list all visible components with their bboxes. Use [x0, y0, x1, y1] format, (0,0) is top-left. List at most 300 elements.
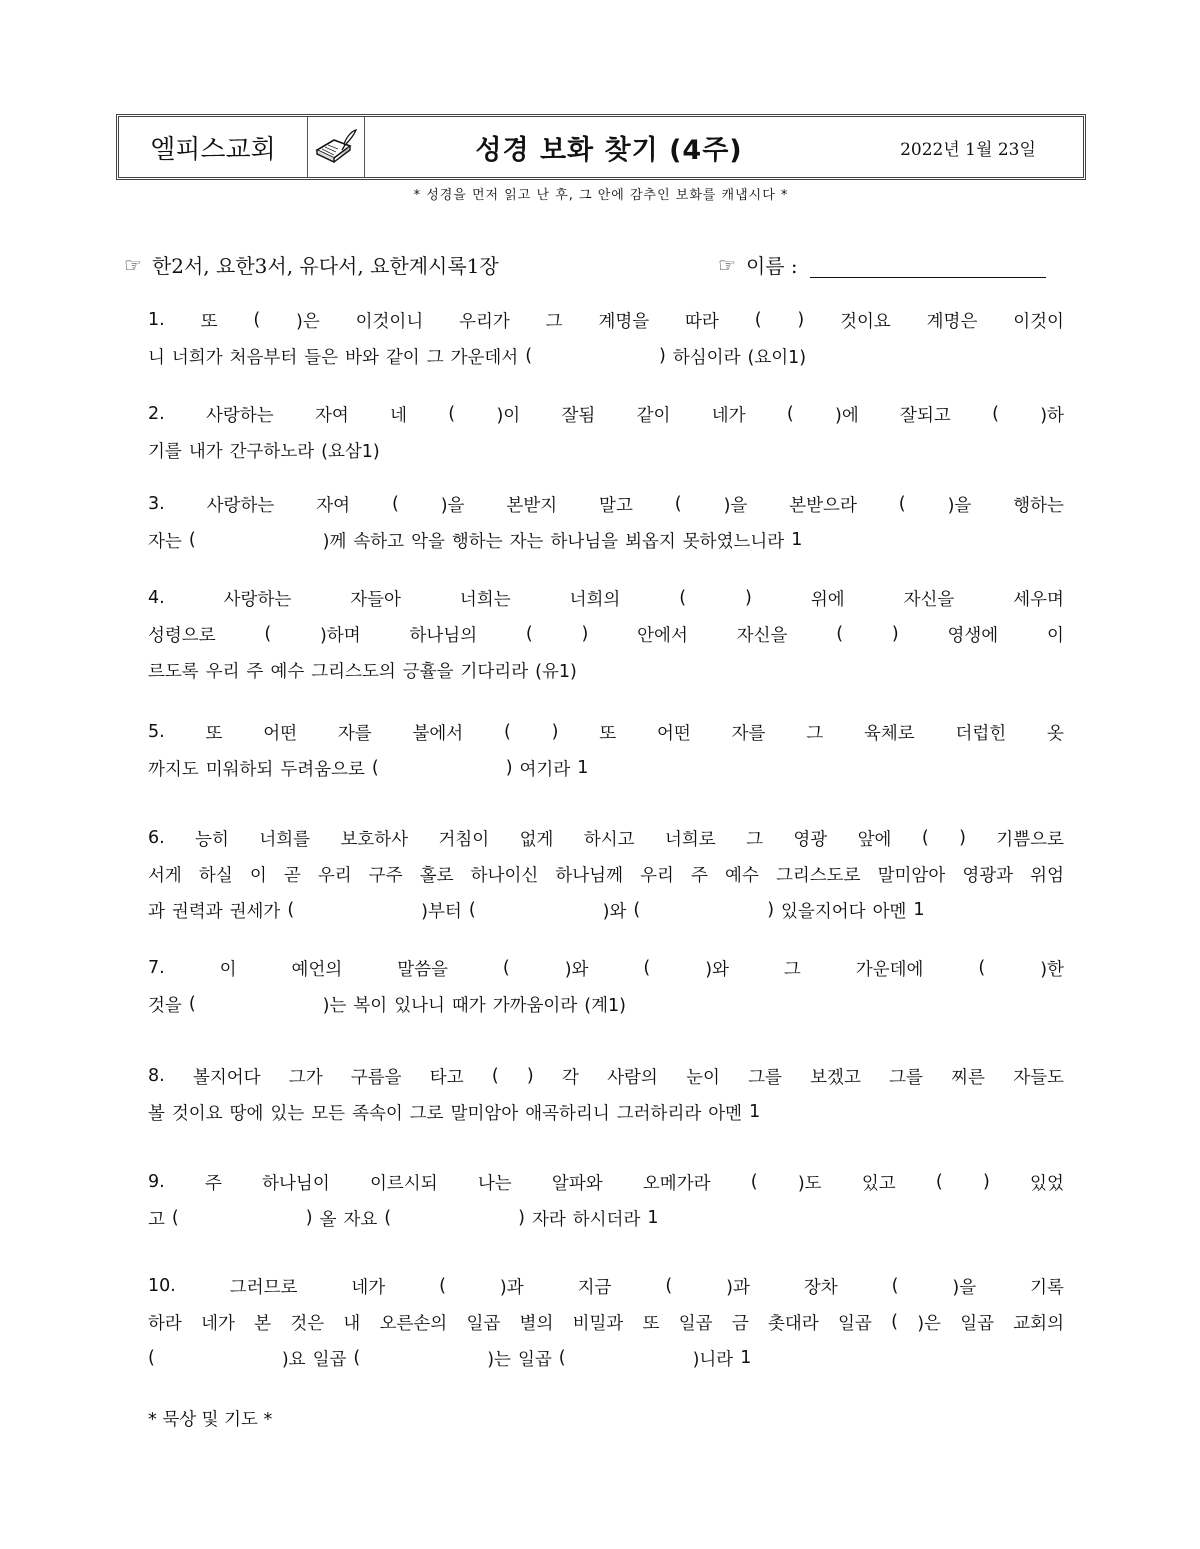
- question-word: 주: [204, 1173, 222, 1194]
- question-word: 알파와: [551, 1173, 603, 1194]
- question-word: 성령으로: [148, 625, 216, 646]
- closing-text: * 묵상 및 기도 *: [148, 1410, 273, 1430]
- question-word: 하나님이: [262, 1173, 330, 1194]
- question-word: 하나님께: [555, 865, 623, 886]
- question-word: 기록: [1030, 1277, 1064, 1298]
- question-word: 그러므로: [229, 1277, 298, 1298]
- question-word: 있는: [270, 1103, 305, 1124]
- question-word: 지금: [577, 1277, 612, 1298]
- question-word: 예수: [270, 661, 305, 682]
- question-word: (: [391, 494, 399, 514]
- question-3: [148, 486, 1064, 558]
- question-word: 땅에: [229, 1103, 264, 1124]
- question-word: 촛대라: [768, 1313, 819, 1334]
- question-word: (: [633, 900, 641, 920]
- question-word: 금: [731, 1313, 749, 1334]
- question-word: 간구하노라: [229, 441, 315, 462]
- question-line: [148, 580, 1064, 616]
- question-word: ): [305, 1208, 313, 1228]
- question-word: 6.: [148, 828, 165, 848]
- question-word: 하나님을: [550, 531, 619, 552]
- question-word: 기쁨으로: [996, 829, 1064, 850]
- question-word: (: [750, 1172, 758, 1192]
- question-line: [148, 892, 1064, 928]
- question-word: 너희가: [171, 347, 223, 368]
- name-input-line[interactable]: [810, 251, 1046, 278]
- question-word: 자를: [337, 723, 372, 744]
- question-word: 영생에: [947, 625, 999, 646]
- question-word: 홀로: [419, 865, 454, 886]
- question-line: [148, 486, 1064, 522]
- question-word: 말미암아: [877, 865, 946, 886]
- question-word: ): [518, 1208, 525, 1228]
- question-word: 그를: [748, 1067, 782, 1088]
- question-word: (: [371, 758, 379, 778]
- question-word: 네: [390, 405, 407, 426]
- question-word: 1.: [148, 310, 165, 330]
- question-word: 그: [746, 829, 763, 850]
- question-word: (: [264, 624, 272, 644]
- question-word: 하나님의: [409, 625, 478, 646]
- question-word: 9.: [148, 1172, 165, 1192]
- question-word: 1: [647, 1208, 659, 1228]
- question-word: 있었: [1030, 1173, 1064, 1194]
- question-word: (: [353, 1348, 361, 1368]
- question-word: (: [891, 1276, 899, 1296]
- question-word: )을: [440, 495, 465, 516]
- question-line: [148, 396, 1064, 432]
- book-quill-icon-graphic: [314, 128, 358, 166]
- question-word: (: [665, 1276, 673, 1296]
- question-word: 예언의: [291, 959, 343, 980]
- question-word: 권력과: [171, 901, 223, 922]
- question-word: 가운데서: [450, 347, 519, 368]
- question-word: 그리스도의: [311, 661, 396, 682]
- question-word: 이: [249, 865, 267, 886]
- question-word: (: [525, 346, 533, 366]
- question-word: 자는: [148, 531, 182, 552]
- pointing-hand-icon: ☞: [124, 252, 142, 277]
- question-word: 거침이: [438, 829, 490, 850]
- question-word: 것은: [290, 1313, 325, 1334]
- question-word: (: [754, 310, 762, 330]
- question-word: ): [797, 310, 805, 330]
- question-word: 교회의: [1013, 1313, 1064, 1334]
- question-word: 장차: [803, 1277, 838, 1298]
- name-field: [718, 250, 1046, 279]
- question-word: ): [767, 900, 775, 920]
- question-word: 하시고: [583, 829, 635, 850]
- question-word: 옷: [1047, 723, 1064, 744]
- worksheet-date: 2022년 1월 23일: [900, 139, 1036, 160]
- question-word: (: [491, 1066, 499, 1086]
- question-word: 그가: [288, 1067, 323, 1088]
- question-word: 자들도: [1013, 1067, 1064, 1088]
- question-word: (: [921, 828, 929, 848]
- question-word: 르도록: [148, 661, 199, 682]
- question-word: 1: [913, 900, 925, 920]
- question-word: (: [253, 310, 261, 330]
- question-word: 이르시되: [369, 1173, 438, 1194]
- question-word: 오메가라: [642, 1173, 711, 1194]
- question-word: 위에: [810, 589, 845, 610]
- question-word: 찌른: [951, 1067, 985, 1088]
- question-word: 자요: [343, 1209, 378, 1230]
- question-word: )와: [602, 901, 627, 922]
- question-word: (: [148, 1348, 155, 1368]
- question-word: (: [643, 958, 651, 978]
- question-word: (: [935, 1172, 943, 1192]
- question-word: 못하였느니라: [682, 531, 785, 552]
- scope-row: [124, 250, 1070, 284]
- question-line: [148, 856, 1064, 892]
- question-word: 사랑하는: [206, 495, 275, 516]
- question-word: )하며: [320, 625, 361, 646]
- question-word: 우리: [640, 865, 674, 886]
- question-word: 세우며: [1013, 589, 1064, 610]
- question-word: 자들아: [350, 589, 401, 610]
- question-word: (: [679, 588, 687, 608]
- question-word: 때가: [451, 995, 486, 1016]
- question-word: 이것이니: [355, 311, 424, 332]
- worksheet-header: [116, 114, 1086, 180]
- question-word: ): [982, 1172, 990, 1192]
- question-word: 처음부터: [229, 347, 298, 368]
- question-word: ): [891, 624, 899, 644]
- question-word: 하실: [198, 865, 233, 886]
- question-word: (: [188, 994, 196, 1014]
- question-word: 너희를: [259, 829, 311, 850]
- question-word: )을: [952, 1277, 977, 1298]
- question-word: 계명은: [926, 311, 978, 332]
- question-word: 미워하되: [205, 759, 274, 780]
- question-line: [148, 616, 1064, 652]
- question-word: 곧: [283, 865, 301, 886]
- question-word: 우리: [205, 661, 240, 682]
- question-word: 말씀을: [397, 959, 448, 980]
- question-word: 어떤: [263, 723, 298, 744]
- question-word: 우리: [317, 865, 352, 886]
- question-word: )께: [322, 531, 347, 552]
- question-word: )부터: [421, 901, 462, 922]
- question-word: 그를: [889, 1067, 923, 1088]
- question-word: 어떤: [657, 723, 691, 744]
- question-word: 예수: [725, 865, 759, 886]
- question-word: 그로: [409, 1103, 444, 1124]
- question-line: [148, 1200, 1064, 1236]
- question-word: (: [448, 404, 456, 424]
- question-word: 니: [148, 347, 165, 368]
- question-word: (유1): [535, 661, 577, 682]
- question-word: 자여: [314, 405, 349, 426]
- question-word: 너희의: [569, 589, 621, 610]
- question-word: 내: [343, 1313, 361, 1334]
- question-word: 긍휼을: [402, 661, 454, 682]
- question-line: [148, 1340, 1064, 1376]
- question-word: 타고: [429, 1067, 464, 1088]
- question-word: )하: [1040, 405, 1064, 426]
- question-word: 족속이: [352, 1103, 403, 1124]
- question-word: 그리스도로: [775, 865, 861, 886]
- question-word: )은: [917, 1313, 941, 1334]
- question-word: 위엄: [1030, 865, 1064, 886]
- question-line: [148, 652, 1064, 688]
- question-line: [148, 1164, 1064, 1200]
- question-word: (: [468, 900, 476, 920]
- question-word: (: [384, 1208, 392, 1228]
- question-word: 여기라: [519, 759, 571, 780]
- question-word: (: [439, 1276, 446, 1296]
- question-line: [148, 750, 1064, 786]
- question-word: 네가: [201, 1313, 235, 1334]
- reading-scope: [124, 250, 499, 279]
- question-word: 하심이라: [672, 347, 741, 368]
- question-line: [148, 1094, 1064, 1130]
- question-word: (: [978, 958, 986, 978]
- question-word: 5.: [148, 722, 165, 742]
- question-word: 각: [561, 1067, 579, 1088]
- question-word: (: [171, 1208, 179, 1228]
- question-word: 말고: [599, 495, 633, 516]
- question-word: )과: [726, 1277, 750, 1298]
- question-word: 고: [148, 1209, 165, 1230]
- question-word: 서게: [148, 865, 182, 886]
- question-word: 내가: [188, 441, 223, 462]
- question-word: )는: [322, 995, 347, 1016]
- question-word: 악을: [411, 531, 445, 552]
- question-word: )와: [564, 959, 589, 980]
- question-line: [148, 432, 1064, 468]
- question-word: 그러하리라: [616, 1103, 702, 1124]
- question-word: 있나니: [394, 995, 445, 1016]
- question-word: 육체로: [863, 723, 915, 744]
- question-word: 1: [577, 758, 589, 778]
- question-word: (: [525, 624, 533, 644]
- question-word: 영광: [793, 829, 828, 850]
- question-line: [148, 338, 1064, 374]
- question-word: )이: [496, 405, 521, 426]
- question-word: (: [558, 1348, 566, 1368]
- question-line: [148, 820, 1064, 856]
- question-word: 같이: [385, 347, 420, 368]
- question-word: 하시더라: [572, 1209, 641, 1230]
- question-word: ): [581, 624, 589, 644]
- question-word: ): [959, 828, 966, 848]
- question-line: [148, 1058, 1064, 1094]
- question-word: 두려움으로: [280, 759, 365, 780]
- question-word: 4.: [148, 588, 165, 608]
- question-word: 능히: [195, 829, 229, 850]
- question-word: 아멘: [872, 901, 907, 922]
- question-word: 말미암아: [450, 1103, 519, 1124]
- question-word: 것이요: [840, 311, 891, 332]
- question-word: 별의: [519, 1313, 554, 1334]
- question-word: 안에서: [637, 625, 688, 646]
- question-word: )을: [947, 495, 972, 516]
- question-word: 까지도: [148, 759, 199, 780]
- question-line: [148, 1268, 1064, 1304]
- question-word: 너희는: [459, 589, 511, 610]
- question-line: [148, 1304, 1064, 1340]
- question-word: 주: [691, 865, 708, 886]
- question-word: 애곡하리니: [525, 1103, 610, 1124]
- question-word: 보겠고: [810, 1067, 861, 1088]
- question-word: 일곱: [678, 1313, 713, 1334]
- question-word: 잘됨: [561, 405, 596, 426]
- name-label: 이름 :: [745, 254, 798, 278]
- question-word: 가까움이라: [492, 995, 578, 1016]
- question-word: 따라: [685, 311, 719, 332]
- question-1: [148, 302, 1064, 374]
- question-7: [148, 950, 1064, 1022]
- question-word: 구름을: [350, 1067, 402, 1088]
- question-word: 그: [806, 723, 824, 744]
- question-word: 행하는: [451, 531, 503, 552]
- question-word: 볼지어다: [192, 1067, 261, 1088]
- question-word: 오른손의: [379, 1313, 448, 1334]
- question-word: 영광과: [962, 865, 1014, 886]
- question-word: 또: [200, 311, 218, 332]
- question-word: )도: [797, 1173, 822, 1194]
- question-word: 계명을: [598, 311, 650, 332]
- question-word: 본받으라: [789, 495, 857, 516]
- question-word: 사람의: [607, 1067, 658, 1088]
- question-8: [148, 1058, 1064, 1130]
- question-word: (: [891, 1312, 898, 1332]
- reading-scope-text: 한2서, 요한3서, 유다서, 요한계시록1장: [151, 254, 499, 278]
- question-word: 것을: [148, 995, 182, 1016]
- question-word: 권세가: [229, 901, 281, 922]
- question-word: (: [504, 722, 511, 742]
- question-word: 사랑하는: [206, 405, 274, 426]
- question-10: [148, 1268, 1064, 1376]
- question-word: (: [502, 958, 510, 978]
- question-word: 더럽힌: [955, 723, 1007, 744]
- question-word: 나는: [477, 1173, 512, 1194]
- question-word: ): [551, 722, 559, 742]
- question-word: 앞에: [857, 829, 892, 850]
- question-word: 일곱: [838, 1313, 872, 1334]
- question-word: 1: [740, 1348, 752, 1368]
- question-word: (계1): [584, 995, 626, 1016]
- question-word: 3.: [148, 494, 165, 514]
- question-word: 네가: [351, 1277, 386, 1298]
- question-word: 본: [254, 1313, 272, 1334]
- question-word: 네가: [711, 405, 746, 426]
- question-word: 그: [426, 347, 444, 368]
- church-name: 엘피스교회: [119, 117, 308, 177]
- question-word: ): [659, 346, 666, 366]
- question-word: )와: [705, 959, 729, 980]
- question-word: )에: [835, 405, 859, 426]
- question-line: [148, 302, 1064, 338]
- question-word: 또: [599, 723, 617, 744]
- question-word: (: [992, 404, 999, 424]
- question-word: 같이: [636, 405, 671, 426]
- question-word: 일곱: [517, 1349, 552, 1370]
- question-word: ): [505, 758, 513, 778]
- question-word: 볼: [148, 1103, 165, 1124]
- question-word: 일곱: [960, 1313, 994, 1334]
- question-word: )과: [499, 1277, 524, 1298]
- question-word: 있고: [861, 1173, 896, 1194]
- question-word: 것이요: [171, 1103, 223, 1124]
- question-line: [148, 522, 1064, 558]
- question-word: 보호하사: [340, 829, 409, 850]
- question-word: 그: [783, 959, 801, 980]
- question-word: )은: [296, 311, 320, 332]
- question-word: 속하고: [353, 531, 405, 552]
- question-word: )요: [281, 1349, 306, 1370]
- question-word: (: [674, 494, 682, 514]
- question-word: ): [526, 1066, 534, 1086]
- question-word: 또: [205, 723, 223, 744]
- question-word: 2.: [148, 404, 165, 424]
- question-word: 아멘: [708, 1103, 743, 1124]
- question-word: (: [898, 494, 906, 514]
- question-9: [148, 1164, 1064, 1236]
- pointing-hand-icon: ☞: [718, 252, 736, 277]
- question-word: 1: [749, 1102, 761, 1122]
- question-word: )는: [487, 1349, 511, 1370]
- question-word: ): [745, 588, 752, 608]
- question-word: (: [188, 530, 196, 550]
- question-word: 이: [1046, 625, 1064, 646]
- question-word: 기를: [148, 441, 182, 462]
- question-word: 8.: [148, 1066, 165, 1086]
- question-word: 과: [148, 901, 165, 922]
- question-word: 바와: [345, 347, 379, 368]
- question-word: 본받지: [506, 495, 558, 516]
- question-word: 주: [246, 661, 264, 682]
- question-2: [148, 396, 1064, 468]
- question-6: [148, 820, 1064, 928]
- question-word: 잘되고: [900, 405, 951, 426]
- question-word: 눈이: [686, 1067, 720, 1088]
- question-word: 구주: [368, 865, 403, 886]
- question-word: (: [836, 624, 844, 644]
- question-word: 자신을: [736, 625, 788, 646]
- book-quill-icon: [308, 117, 365, 177]
- question-word: (: [786, 404, 794, 424]
- question-word: 1: [791, 530, 803, 550]
- question-word: 들은: [304, 347, 339, 368]
- question-word: 사랑하는: [223, 589, 292, 610]
- question-word: 모든: [311, 1103, 346, 1124]
- question-word: 올: [319, 1209, 337, 1230]
- question-word: 일곱: [466, 1313, 501, 1334]
- question-word: 일곱: [312, 1349, 347, 1370]
- question-word: 자여: [316, 495, 351, 516]
- question-word: 불에서: [412, 723, 464, 744]
- worksheet-subtitle: * 성경을 먼저 읽고 난 후, 그 안에 감추인 보화를 캐냅시다 *: [413, 188, 789, 203]
- question-word: 자신을: [903, 589, 955, 610]
- question-word: (요이1): [747, 347, 807, 368]
- worksheet-title: 성경 보화 찾기 (4주): [475, 134, 743, 166]
- question-word: 너희로: [664, 829, 716, 850]
- question-word: 복이: [353, 995, 388, 1016]
- question-word: 또: [642, 1313, 660, 1334]
- question-word: 그: [545, 311, 563, 332]
- question-word: )을: [723, 495, 748, 516]
- question-line: [148, 714, 1064, 750]
- question-line: [148, 950, 1064, 986]
- question-word: 자를: [731, 723, 766, 744]
- question-word: 하나이신: [470, 865, 539, 886]
- question-word: 기다리라: [460, 661, 529, 682]
- question-word: 없게: [519, 829, 554, 850]
- question-word: 비밀과: [572, 1313, 624, 1334]
